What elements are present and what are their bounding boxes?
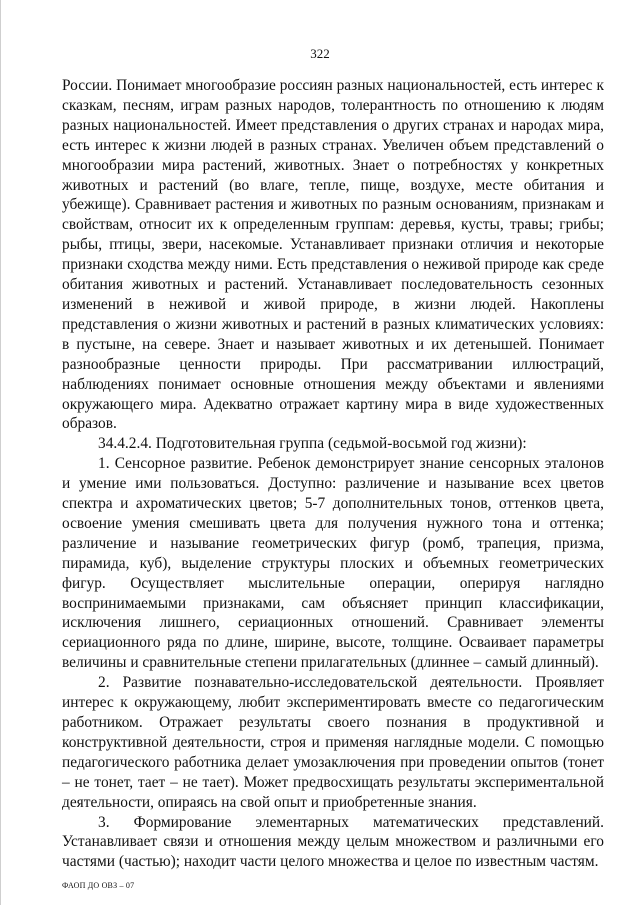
document-body: [62, 76, 604, 872]
document-footer: ФАОП ДО ОВЗ – 07: [62, 881, 135, 890]
paragraph-cognitive-research: 2. Развитие познавательно-исследовательской деятельности. Проявляет интерес к окружающему, любит экспериментировать вместе со педагогическим работником. Отражает результаты своего познания в продуктивной и конструктивной деятельности, строя и применяя наглядные модели. С помощью педагогического работника делает умозаключения при проведении опытов (тонет – не тонет, тает – не тает). Может предвосхищать результаты экспериментальной деятельности, опираясь на свой опыт и приобретенные знания.: [62, 674, 604, 811]
paragraph-sensory-development: 1. Сенсорное развитие. Ребенок демонстрирует знание сенсорных эталонов и умение ими пользоваться. Доступно: различение и называние всех цветов спектра и ахроматических цветов; 5-7 дополнительных тонов, оттенков цвета, освоение умения смешивать цвета для получения нужного тона и оттенка; различение и называние геометрических фигур (ромб, трапеция, призма, пирамида, куб), выделение структуры плоских и объемных геометрических фигур. Осуществляет мыслительные операции, оперируя наглядно воспринимаемыми признаками, сам объясняет принцип классификации, исключения лишнего, сериационных отношений. Сравнивает элементы сериационного ряда по длине, ширине, высоте, толщине. Осваивает параметры величины и сравнительные степени прилагательных (длиннее – самый длинный).: [62, 455, 604, 672]
paragraph-section-heading: 34.4.2.4. Подготовительная группа (седьмой-восьмой год жизни):: [98, 435, 527, 453]
paragraph-math-concepts: 3. Формирование элементарных математических представлений. Устанавливает связи и отношения между целым множеством и различными его частями (частью); находит части целого множества и целое по известным частям.: [62, 813, 604, 871]
page-number: 322: [310, 46, 330, 61]
paragraph-continuation: России. Понимает многообразие россиян разных национальностей, есть интерес к сказкам, песням, играм разных народов, толерантность по отношению к людям разных национальностей. Имеет представления о других странах и народах мира, есть интерес к жизни людей в разных странах. Увеличен объем представлений о многообразии мира растений, животных. Знает о потребностях у конкретных животных и растений (во влаге, тепле, пище, воздухе, месте обитания и убежище). Сравнивает растения и животных по разным основаниям, признакам и свойствам, относит их к определенным группам: деревья, кусты, травы; грибы; рыбы, птицы, звери, насекомые. Устанавливает признаки отличия и некоторые признаки сходства между ними. Есть представления о неживой природе как среде обитания животных и растений. Устанавливает последовательность сезонных изменений в неживой и живой природе, в жизни людей. Накоплены представления о жизни животных и растений в разных климатических условиях: в пустыне, на севере. Знает и называет животных и их детенышей. Понимает разнообразные ценности природы. При рассматривании иллюстраций, наблюдениях понимает основные отношения между объектами и явлениями окружающего мира. Адекватно отражает картину мира в виде художественных образов.: [62, 77, 604, 433]
scan-edge: [0, 0, 1, 905]
